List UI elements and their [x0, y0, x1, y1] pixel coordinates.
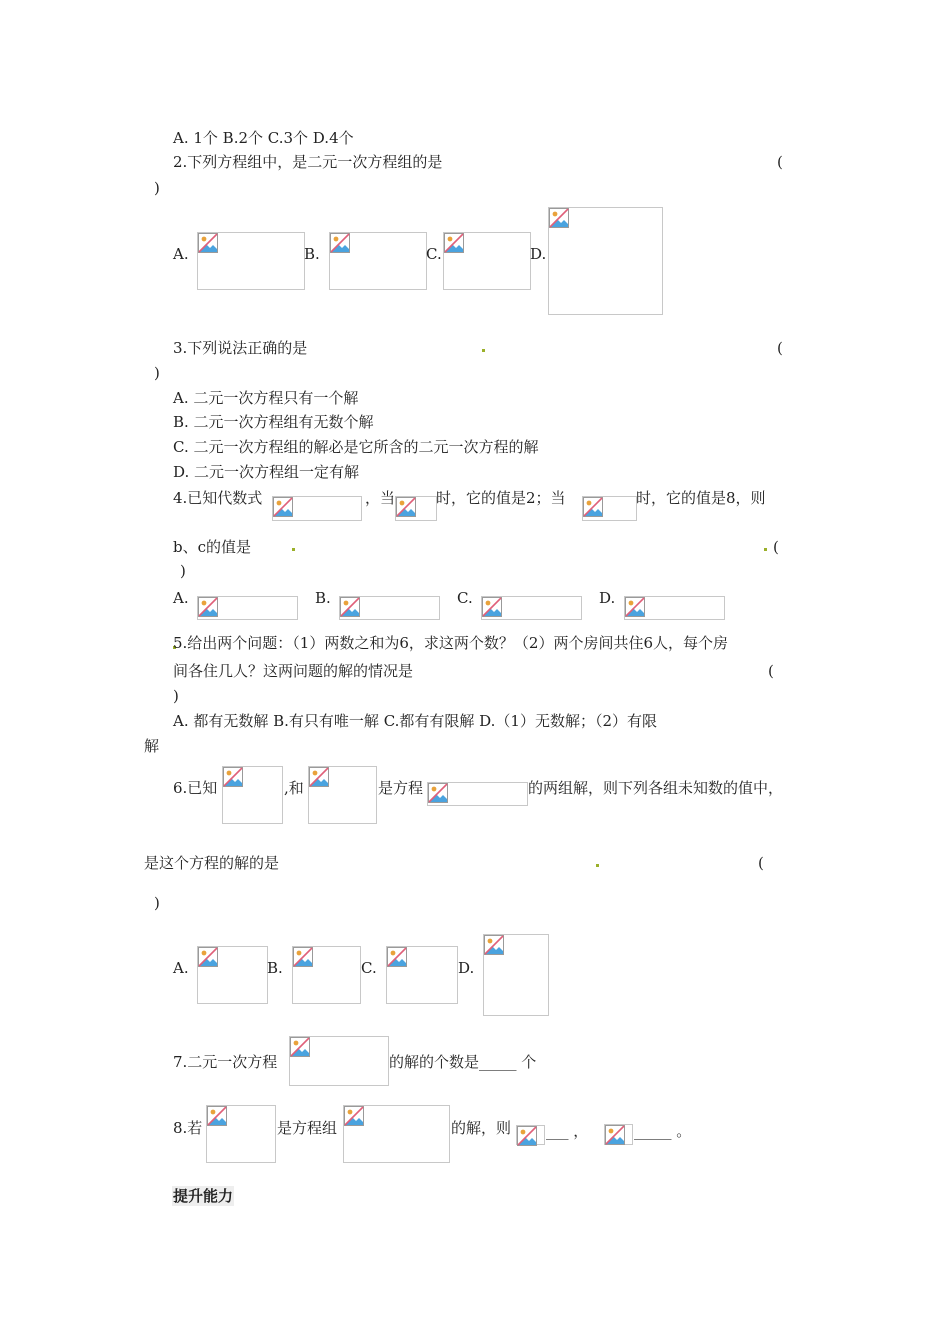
- broken-image-icon: [309, 767, 329, 787]
- broken-image-icon: [340, 597, 360, 617]
- q8-blank1: ___ ，: [546, 1122, 589, 1140]
- q3-option-c: C. 二元一次方程组的解必是它所含的二元一次方程的解: [173, 438, 539, 456]
- q2-option-d-image: [548, 207, 663, 315]
- q3-paren-open: (: [777, 339, 783, 357]
- q6-paren-close: ): [154, 894, 160, 912]
- q2-paren-close: ): [154, 179, 160, 197]
- q2-label-a: A.: [173, 245, 189, 263]
- q4-label-d: D.: [599, 589, 616, 607]
- q5-line1: 5.给出两个问题：（1）两数之和为6，求这两个数？（2）两个房间共住6人，每个房: [173, 634, 728, 652]
- broken-image-icon: [273, 497, 293, 517]
- q5-line2: 间各住几人？这两问题的解的情况是: [173, 662, 414, 680]
- q7-stem-b: 的解的个数是_____ 个: [389, 1053, 537, 1071]
- broken-image-icon: [198, 233, 218, 253]
- q2-label-b: B.: [304, 245, 320, 263]
- q5-paren-open: (: [768, 662, 774, 680]
- broken-image-icon: [344, 1106, 364, 1126]
- broken-image-icon: [198, 597, 218, 617]
- q6-line2: 是这个方程的解的是: [144, 854, 280, 872]
- broken-image-icon: [428, 783, 448, 803]
- q8-stem-c: 的解，则: [451, 1119, 512, 1137]
- q6-stem-d: 的两组解，则下列各组未知数的值中，: [528, 779, 784, 797]
- q3-paren-close: ): [154, 364, 160, 382]
- q7-stem-a: 7.二元一次方程: [173, 1053, 278, 1071]
- q6-label-b: B.: [267, 959, 283, 977]
- q8-blank1-image: [516, 1125, 545, 1145]
- q4-label-a: A.: [173, 589, 189, 607]
- q8-blank2-image: [604, 1124, 633, 1145]
- q4-line2: b、c的值是: [173, 538, 252, 556]
- q4-x2-image: [582, 496, 637, 521]
- q6-label-a: A.: [173, 959, 189, 977]
- broken-image-icon: [198, 947, 218, 967]
- broken-image-icon: [444, 233, 464, 253]
- q6-label-d: D.: [458, 959, 475, 977]
- q3-stem: 3.下列说法正确的是: [173, 339, 308, 357]
- broken-image-icon: [223, 767, 243, 787]
- q2-option-a-image: [197, 232, 305, 290]
- broken-image-icon: [290, 1037, 310, 1057]
- q4-paren-open: (: [773, 538, 779, 556]
- q8-stem-b: 是方程组: [277, 1119, 338, 1137]
- q5-options: A. 都有无数解 B.有只有唯一解 C.都有有限解 D.（1）无数解；（2）有限: [173, 712, 658, 730]
- q6-solution1-image: [222, 766, 283, 824]
- q3-option-b: B. 二元一次方程组有无数个解: [173, 413, 374, 431]
- broken-image-icon: [549, 208, 569, 228]
- q4-option-a-image: [197, 596, 298, 620]
- q2-option-c-image: [443, 232, 531, 290]
- broken-image-icon: [583, 497, 603, 517]
- q8-blank2: _____ 。: [634, 1122, 692, 1140]
- q6-label-c: C.: [361, 959, 377, 977]
- q4-option-c-image: [481, 596, 582, 620]
- q3-option-a: A. 二元一次方程只有一个解: [173, 389, 359, 407]
- q8-solution-image: [206, 1105, 276, 1163]
- q5-options-wrap: 解: [144, 737, 160, 755]
- q6-paren-open: (: [758, 854, 764, 872]
- q4-option-d-image: [624, 596, 725, 620]
- broken-image-icon: [625, 597, 645, 617]
- q4-stem-b: ，当: [365, 489, 396, 507]
- q6-option-a-image: [197, 946, 268, 1004]
- q6-option-d-image: [483, 934, 549, 1016]
- q3-option-d: D. 二元一次方程组一定有解: [173, 463, 360, 481]
- q6-option-b-image: [292, 946, 361, 1004]
- broken-image-icon: [207, 1106, 227, 1126]
- q6-equation-image: [427, 782, 528, 806]
- q8-system-image: [343, 1105, 450, 1163]
- q1-options: A. 1个 B.2个 C.3个 D.4个: [173, 129, 354, 147]
- broken-image-icon: [330, 233, 350, 253]
- broken-image-icon: [387, 947, 407, 967]
- broken-image-icon: [484, 935, 504, 955]
- q4-label-b: B.: [315, 589, 331, 607]
- q4-expression-image: [272, 496, 362, 521]
- q6-stem-c: 是方程: [378, 779, 424, 797]
- q4-stem-a: 4.已知代数式: [173, 489, 263, 507]
- q5-paren-close: ): [173, 687, 179, 705]
- q4-option-b-image: [339, 596, 440, 620]
- q2-paren-open: (: [777, 153, 783, 171]
- q4-label-c: C.: [457, 589, 473, 607]
- q4-x1-image: [395, 496, 437, 521]
- broken-image-icon: [396, 497, 416, 517]
- q4-stem-d: 时，它的值是8，则: [636, 489, 766, 507]
- broken-image-icon: [517, 1126, 537, 1146]
- q6-solution2-image: [308, 766, 377, 824]
- section-title: 提升能力: [173, 1187, 234, 1205]
- q6-option-c-image: [386, 946, 458, 1004]
- q4-stem-c: 时，它的值是2；当: [436, 489, 566, 507]
- broken-image-icon: [605, 1125, 625, 1145]
- q6-stem-a: 6.已知: [173, 779, 218, 797]
- q2-stem: 2.下列方程组中，是二元一次方程组的是: [173, 153, 443, 171]
- q2-label-d: D.: [530, 245, 547, 263]
- q4-paren-close: ): [180, 562, 186, 580]
- q7-equation-image: [289, 1036, 389, 1086]
- q8-stem-a: 8.若: [173, 1119, 203, 1137]
- q6-stem-b: ,和: [284, 779, 304, 797]
- q2-option-b-image: [329, 232, 427, 290]
- broken-image-icon: [293, 947, 313, 967]
- q2-label-c: C.: [426, 245, 442, 263]
- broken-image-icon: [482, 597, 502, 617]
